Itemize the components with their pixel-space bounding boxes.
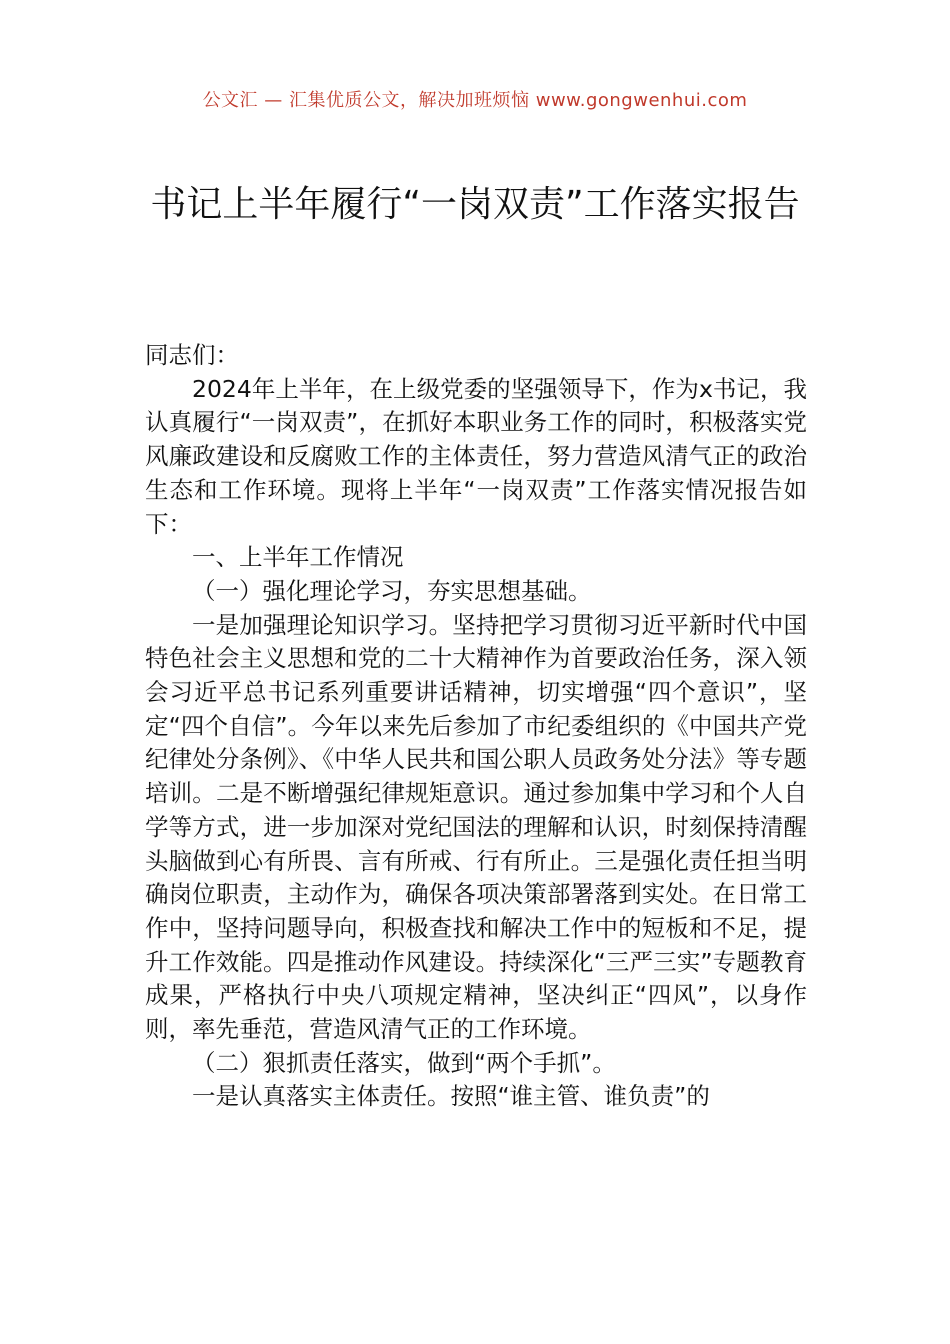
watermark-header: 公文汇 — 汇集优质公文，解决加班烦恼 www.gongwenhui.com: [202, 90, 748, 111]
subsection-heading-1: （一）强化理论学习，夯实思想基础。: [192, 576, 592, 605]
document-body: [145, 339, 807, 1114]
subsection-heading-2: （二）狠抓责任落实，做到“两个手抓”。: [192, 1048, 616, 1077]
document-title: 书记上半年履行“一岗双责”工作落实报告: [150, 184, 800, 225]
section-heading-1: 一、上半年工作情况: [192, 543, 404, 572]
paragraph-theory-study: 一是加强理论知识学习。坚持把学习贯彻习近平新时代中国特色社会主义思想和党的二十大精神作为首要政治任务，深入领会习近平总书记系列重要讲话精神，切实增强“四个意识”，坚定“四个自信”。今年以来先后参加了市纪委组织的《中国共产党纪律处分条例》、《中华人民共和国公职人员政务处分法》等专题培训。二是不断增强纪律规矩意识。通过参加集中学习和个人自学等方式，进一步加深对党纪国法的理解和认识，时刻保持清醒头脑做到心有所畏、言有所戒、行有所止。三是强化责任担当明确岗位职责，主动作为，确保各项决策部署落到实处。在日常工作中，坚持问题导向，积极查找和解决工作中的短板和不足，提升工作效能。四是推动作风建设。持续深化“三严三实”专题教育成果，严格执行中央八项规定精神，坚决纠正“四风”，以身作则，率先垂范，营造风清气正的工作环境。: [145, 610, 807, 1044]
paragraph-responsibility: 一是认真落实主体责任。按照“谁主管、谁负责”的: [192, 1082, 710, 1111]
paragraph-intro: 2024年上半年，在上级党委的坚强领导下，作为x书记，我认真履行“一岗双责”，在抓好本职业务工作的同时，积极落实党风廉政建设和反腐败工作的主体责任，努力营造风清气正的政治生态和工作环境。现将上半年“一岗双责”工作落实情况报告如下：: [145, 374, 807, 538]
salutation: 同志们：: [145, 341, 239, 369]
